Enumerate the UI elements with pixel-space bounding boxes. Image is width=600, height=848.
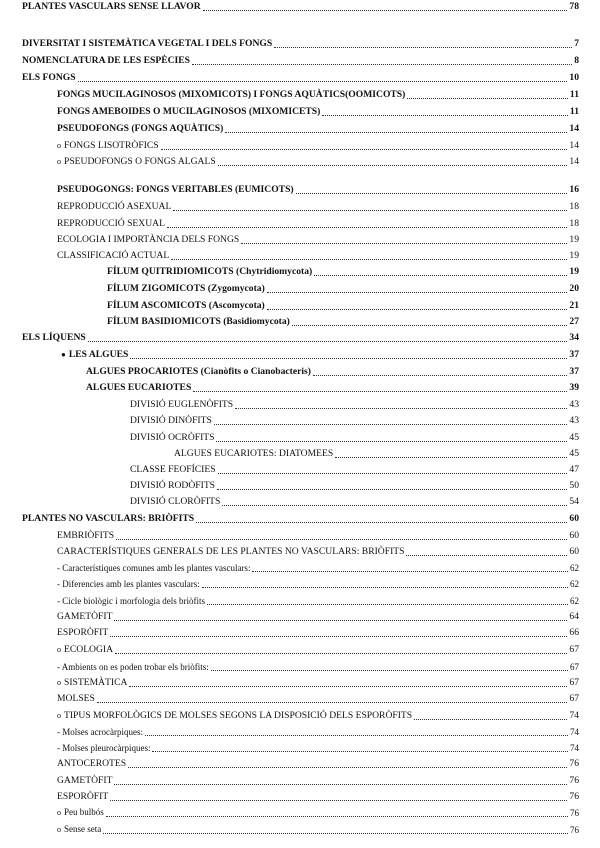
toc-entry-title: [130, 479, 216, 493]
toc-entry[interactable]: [57, 561, 579, 575]
toc-entry[interactable]: [57, 774, 579, 788]
dot-leader: [192, 64, 572, 65]
toc-entry-page: 60: [569, 546, 579, 557]
toc-entry-title: [57, 610, 113, 624]
toc-entry-text: ALGUES PROCARIOTES (Cianòfits o Cianobacteris): [86, 366, 311, 377]
toc-entry[interactable]: [22, 512, 579, 526]
dot-leader: [114, 784, 567, 785]
toc-entry[interactable]: [130, 414, 579, 428]
toc-entry[interactable]: [57, 577, 579, 591]
toc-entry-page: 76: [569, 758, 579, 769]
toc-entry-text: FÍLUM ASCOMICOTS (Ascomycota): [107, 300, 265, 311]
dot-leader: [207, 604, 568, 605]
bullet-icon: o: [57, 808, 61, 817]
dot-leader: [225, 132, 567, 133]
toc-entry-text: ESPORÒFIT: [57, 627, 109, 638]
toc-entry-title: [107, 299, 266, 313]
toc-entry-page: 34: [569, 332, 579, 343]
toc-entry[interactable]: [86, 365, 579, 379]
dot-leader: [114, 620, 567, 621]
toc-entry-text: SISTEMÀTICA: [64, 677, 128, 688]
toc-entry[interactable]: [107, 299, 579, 313]
dot-leader: [292, 325, 568, 326]
dot-leader: [128, 767, 567, 768]
toc-entry-title: [57, 805, 105, 820]
toc-entry-page: 76: [570, 825, 579, 835]
toc-entry-title: [57, 725, 144, 739]
toc-entry-page: 74: [570, 727, 579, 737]
toc-entry[interactable]: [57, 200, 579, 214]
toc-entry-title: [107, 282, 266, 296]
toc-entry-page: 62: [570, 596, 579, 606]
dot-leader: [78, 81, 568, 82]
toc-entry-page: 8: [574, 55, 579, 66]
toc-entry[interactable]: [86, 381, 579, 395]
toc-entry-page: 74: [569, 710, 579, 721]
toc-entry[interactable]: [174, 447, 579, 461]
toc-entry-page: 47: [569, 464, 579, 475]
toc-entry[interactable]: [61, 348, 579, 362]
toc-entry-page: 14: [569, 123, 579, 134]
toc-entry-text: ELS FONGS: [22, 72, 76, 83]
toc-entry-title: [107, 315, 291, 329]
toc-entry-page: 67: [569, 644, 579, 655]
dot-leader: [203, 10, 568, 11]
toc-entry-text: - Diferencies amb les plantes vasculars:: [57, 579, 200, 589]
toc-entry-page: 37: [569, 349, 579, 360]
toc-entry[interactable]: [107, 282, 579, 296]
toc-entry[interactable]: [130, 495, 579, 509]
toc-entry-text: DIVISIÓ CLORÒFITS: [130, 496, 221, 507]
toc-entry[interactable]: [107, 265, 579, 279]
dot-leader: [407, 98, 568, 99]
toc-entry-text: CLASSIFICACIÓ ACTUAL: [57, 250, 170, 261]
dot-leader: [414, 719, 567, 720]
toc-entry[interactable]: [57, 823, 579, 837]
toc-entry-title: [61, 348, 129, 362]
toc-entry-text: FÍLUM QUITRIDIOMICOTS (Chytridiomycota): [107, 266, 313, 277]
toc-entry-page: 43: [569, 415, 579, 426]
toc-entry-text: GAMETÒFIT: [57, 611, 113, 622]
toc-entry-text: ESPORÒFIT: [57, 791, 109, 802]
bullet-icon: ●: [61, 350, 66, 359]
toc-entry-page: 64: [569, 611, 579, 622]
toc-entry[interactable]: [57, 643, 579, 657]
toc-entry-title: [86, 365, 312, 379]
toc-entry-title: [22, 0, 202, 14]
toc-entry[interactable]: [130, 463, 579, 477]
toc-entry-page: 60: [569, 513, 579, 524]
toc-entry-title: [57, 200, 172, 214]
dot-leader: [116, 539, 567, 540]
toc-entry-text: - Molses pleurocàrpiques:: [57, 743, 151, 753]
toc-entry[interactable]: [107, 315, 579, 329]
dot-leader: [313, 375, 567, 376]
toc-entry-text: REPRODUCCIÓ SEXUAL: [57, 218, 165, 229]
toc-entry-page: 66: [569, 627, 579, 638]
toc-entry-text: TIPUS MORFOLÒGICS DE MOLSES SEGONS LA DISPOSICIÓ DELS ESPORÒFITS: [64, 710, 413, 721]
dot-leader: [222, 505, 567, 506]
dot-leader: [173, 210, 567, 211]
dot-leader: [406, 555, 567, 556]
toc-entry-page: 76: [570, 808, 579, 818]
toc-entry[interactable]: [130, 431, 579, 445]
toc-entry[interactable]: [57, 183, 579, 197]
dot-leader: [267, 292, 568, 293]
toc-entry-text: FÍLUM BASIDIOMICOTS (Basidiomycota): [107, 316, 290, 327]
toc-entry-page: 18: [569, 201, 579, 212]
toc-entry-page: 14: [569, 140, 579, 151]
toc-entry-title: [57, 757, 127, 771]
dot-leader: [274, 47, 572, 48]
dot-leader: [161, 149, 568, 150]
toc-entry[interactable]: [57, 217, 579, 231]
dot-leader: [216, 441, 567, 442]
toc-entry-text: - Molses acrocàrpiques:: [57, 727, 143, 737]
bullet-icon: o: [57, 141, 61, 150]
toc-entry-title: [57, 529, 115, 543]
toc-entry[interactable]: [57, 741, 579, 755]
toc-entry-text: NOMENCLATURA DE LES ESPÈCIES: [22, 55, 191, 66]
toc-entry-title: [57, 790, 109, 804]
toc-entry[interactable]: [57, 692, 579, 706]
toc-entry-text: FÍLUM ZIGOMICOTS (Zygomycota): [107, 283, 265, 294]
toc-entry-title: [57, 561, 251, 575]
toc-entry[interactable]: [57, 545, 579, 559]
toc-entry-title: [130, 398, 234, 412]
dot-leader: [115, 653, 567, 654]
toc-entry-title: [57, 626, 109, 640]
toc-entry-title: [57, 692, 96, 706]
toc-entry-text: CARACTERÍSTIQUES GENERALS DE LES PLANTES NO VASCULARS: BRIÒFITS: [57, 546, 405, 557]
bullet-icon: o: [57, 157, 61, 166]
toc-entry[interactable]: [57, 233, 579, 247]
toc-entry-page: 67: [569, 677, 579, 688]
dot-leader: [235, 408, 567, 409]
toc-entry-page: 11: [569, 106, 579, 117]
toc-entry-title: [22, 54, 191, 68]
toc-entry-text: ECOLOGIA I IMPORTÀNCIA DELS FONGS: [57, 234, 240, 245]
toc-entry-page: 45: [569, 448, 579, 459]
toc-entry-page: 19: [569, 250, 579, 261]
toc-entry-page: 74: [570, 743, 579, 753]
toc-entry-text: DIVISIÓ DINÒFITS: [130, 415, 212, 426]
toc-entry-text: PLANTES VASCULARS SENSE LLAVOR: [22, 1, 201, 12]
toc-entry-text: DIVISIÓ EUGLENÒFITS: [130, 399, 234, 410]
toc-entry-text: DIVISIÓ RODÒFITS: [130, 480, 216, 491]
toc-entry-title: [57, 676, 128, 690]
dot-leader: [217, 489, 567, 490]
toc-entry-page: 19: [569, 234, 579, 245]
dot-leader: [296, 193, 568, 194]
toc-entry-title: [57, 660, 210, 674]
dot-leader: [241, 243, 567, 244]
dot-leader: [110, 636, 567, 637]
dot-leader: [335, 457, 567, 458]
toc-entry-title: [57, 741, 151, 755]
toc-entry-text: PSEUDOFONGS (FONGS AQUÀTICS): [57, 123, 224, 134]
toc-entry-page: 27: [569, 316, 579, 327]
toc-entry-text: Sense seta: [64, 824, 102, 834]
toc-entry-title: [57, 822, 102, 837]
toc-entry-page: 76: [569, 775, 579, 786]
toc-entry-page: 50: [569, 480, 579, 491]
toc-entry[interactable]: [57, 594, 579, 608]
toc-entry-text: PSEUDOFONGS O FONGS ALGALS: [64, 156, 216, 167]
toc-entry-title: [130, 431, 215, 445]
dot-leader: [88, 341, 568, 342]
toc-entry-title: [22, 37, 273, 51]
toc-entry-title: [57, 594, 206, 608]
toc-entry-page: 10: [569, 72, 579, 83]
bullet-icon: o: [57, 645, 61, 654]
toc-entry-page: 19: [569, 266, 579, 277]
dot-leader: [152, 751, 568, 752]
toc-entry-title: [174, 447, 334, 461]
toc-entry-title: [22, 71, 77, 85]
toc-entry-text: - Cicle biològic i morfologia dels briòfits: [57, 596, 205, 606]
toc-entry-title: [57, 139, 160, 153]
toc-entry-title: [57, 233, 240, 247]
toc-entry[interactable]: [57, 676, 579, 690]
dot-leader: [145, 735, 568, 736]
dot-leader: [267, 309, 568, 310]
toc-entry[interactable]: [57, 790, 579, 804]
toc-entry-text: MOLSES: [57, 693, 95, 704]
toc-entry-page: 18: [569, 218, 579, 229]
toc-entry[interactable]: [57, 155, 579, 169]
toc-entry-page: 60: [569, 530, 579, 541]
toc-entry-text: DIVERSITAT I SISTEMÀTICA VEGETAL I DELS FONGS: [22, 38, 273, 49]
toc-entry[interactable]: [57, 122, 579, 136]
dot-leader: [97, 702, 568, 703]
toc-entry-text: ELS LÍQUENS: [22, 332, 86, 343]
toc-entry-text: ALGUES EUCARIOTES: [86, 382, 192, 393]
toc-entry-title: [57, 545, 405, 559]
toc-entry[interactable]: [22, 331, 579, 345]
toc-entry-title: [57, 643, 114, 657]
toc-entry[interactable]: [57, 806, 579, 820]
dot-leader: [218, 165, 568, 166]
toc-entry[interactable]: [57, 709, 579, 723]
toc-entry-title: [107, 265, 313, 279]
dot-leader: [106, 816, 568, 817]
dot-leader: [110, 800, 567, 801]
toc-entry-page: 67: [569, 693, 579, 704]
toc-entry-text: DIVISIÓ OCRÒFITS: [130, 432, 215, 443]
toc-entry-title: [22, 512, 195, 526]
toc-entry-text: REPRODUCCIÓ ASEXUAL: [57, 201, 172, 212]
toc-entry[interactable]: [57, 660, 579, 674]
toc-entry-title: [57, 249, 170, 263]
toc-entry[interactable]: [22, 54, 579, 68]
dot-leader: [167, 227, 567, 228]
toc-entry[interactable]: [57, 529, 579, 543]
toc-entry-title: [57, 155, 217, 169]
toc-entry-text: PLANTES NO VASCULARS: BRIÒFITS: [22, 513, 195, 524]
toc-entry-text: ANTOCEROTES: [57, 758, 127, 769]
toc-entry-text: FONGS AMEBOIDES O MUCILAGINOSOS (MIXOMICETS): [57, 106, 321, 117]
bullet-icon: o: [57, 678, 61, 687]
toc-entry-page: 39: [569, 382, 579, 393]
dot-leader: [252, 571, 568, 572]
dot-leader: [196, 522, 567, 523]
toc-entry-title: [57, 577, 201, 591]
dot-leader: [202, 587, 568, 588]
toc-entry-page: 11: [569, 89, 579, 100]
toc-entry-title: [130, 495, 221, 509]
toc-entry[interactable]: [57, 757, 579, 771]
toc-entry-page: 62: [570, 579, 579, 589]
toc-entry-text: PSEUDOGONGS: FONGS VERITABLES (EUMICOTS): [57, 184, 294, 195]
toc-entry-title: [22, 331, 87, 345]
toc-entry-page: 20: [569, 283, 579, 294]
toc-entry-title: [86, 381, 192, 395]
toc-entry-title: [57, 709, 413, 723]
toc-entry[interactable]: [22, 37, 579, 51]
toc-entry-text: FONGS LISOTRÒFICS: [64, 140, 159, 151]
toc-entry-page: 7: [574, 38, 579, 49]
toc-entry-page: 76: [569, 791, 579, 802]
toc-entry-title: [57, 774, 113, 788]
toc-entry-title: [57, 122, 224, 136]
dot-leader: [211, 670, 568, 671]
toc-entry-text: LES ALGUES: [68, 349, 129, 360]
toc-entry-text: CLASSE FEOFÍCIES: [130, 464, 216, 475]
toc-entry-text: - Característiques comunes amb les plantes vasculars:: [57, 563, 251, 573]
toc-entry-text: EMBRIÒFITS: [57, 530, 115, 541]
dot-leader: [103, 833, 568, 834]
dot-leader: [171, 259, 567, 260]
toc-entry-title: [57, 183, 295, 197]
toc-entry-title: [57, 88, 406, 102]
toc-entry-page: 54: [569, 496, 579, 507]
dot-leader: [193, 391, 567, 392]
bullet-icon: o: [57, 711, 61, 720]
toc-entry-page: 78: [569, 1, 579, 12]
toc-entry-text: - Ambients on es poden trobar els briòfits:: [57, 662, 209, 672]
dot-leader: [130, 358, 567, 359]
toc-entry-text: FONGS MUCILAGINOSOS (MIXOMICOTS) I FONGS AQUÀTICS(OOMICOTS): [57, 89, 406, 100]
toc-entry-page: 43: [569, 399, 579, 410]
toc-entry-page: 67: [570, 662, 579, 672]
toc-entry-page: 45: [569, 432, 579, 443]
toc-entry-text: GAMETÒFIT: [57, 775, 113, 786]
toc-entry-title: [130, 414, 213, 428]
toc-entry[interactable]: [57, 610, 579, 624]
dot-leader: [129, 686, 567, 687]
dot-leader: [314, 275, 567, 276]
toc-entry[interactable]: [57, 249, 579, 263]
toc-entry-page: 21: [569, 300, 579, 311]
dot-leader: [218, 473, 568, 474]
toc-entry-page: 62: [570, 563, 579, 573]
toc-entry-title: [130, 463, 217, 477]
dot-leader: [322, 115, 568, 116]
toc-entry-text: ALGUES EUCARIOTES: DIATOMEES: [174, 448, 334, 459]
toc-entry[interactable]: [57, 139, 579, 153]
toc-entry[interactable]: [22, 0, 579, 14]
toc-entry-text: ECOLOGIA: [64, 644, 114, 655]
toc-entry[interactable]: [57, 725, 579, 739]
toc-entry-title: [57, 105, 321, 119]
toc-entry[interactable]: [57, 626, 579, 640]
toc-entry-page: 14: [569, 156, 579, 167]
dot-leader: [214, 424, 568, 425]
bullet-icon: o: [57, 825, 61, 834]
toc-entry[interactable]: [22, 71, 579, 85]
toc-entry-title: [57, 217, 166, 231]
toc-entry[interactable]: [57, 88, 579, 102]
toc-entry[interactable]: [57, 105, 579, 119]
toc-entry[interactable]: [130, 398, 579, 412]
toc-entry-page: 16: [569, 184, 579, 195]
toc-entry[interactable]: [130, 479, 579, 493]
toc-entry-page: 37: [569, 366, 579, 377]
toc-entry-text: Peu bulbós: [64, 807, 104, 817]
